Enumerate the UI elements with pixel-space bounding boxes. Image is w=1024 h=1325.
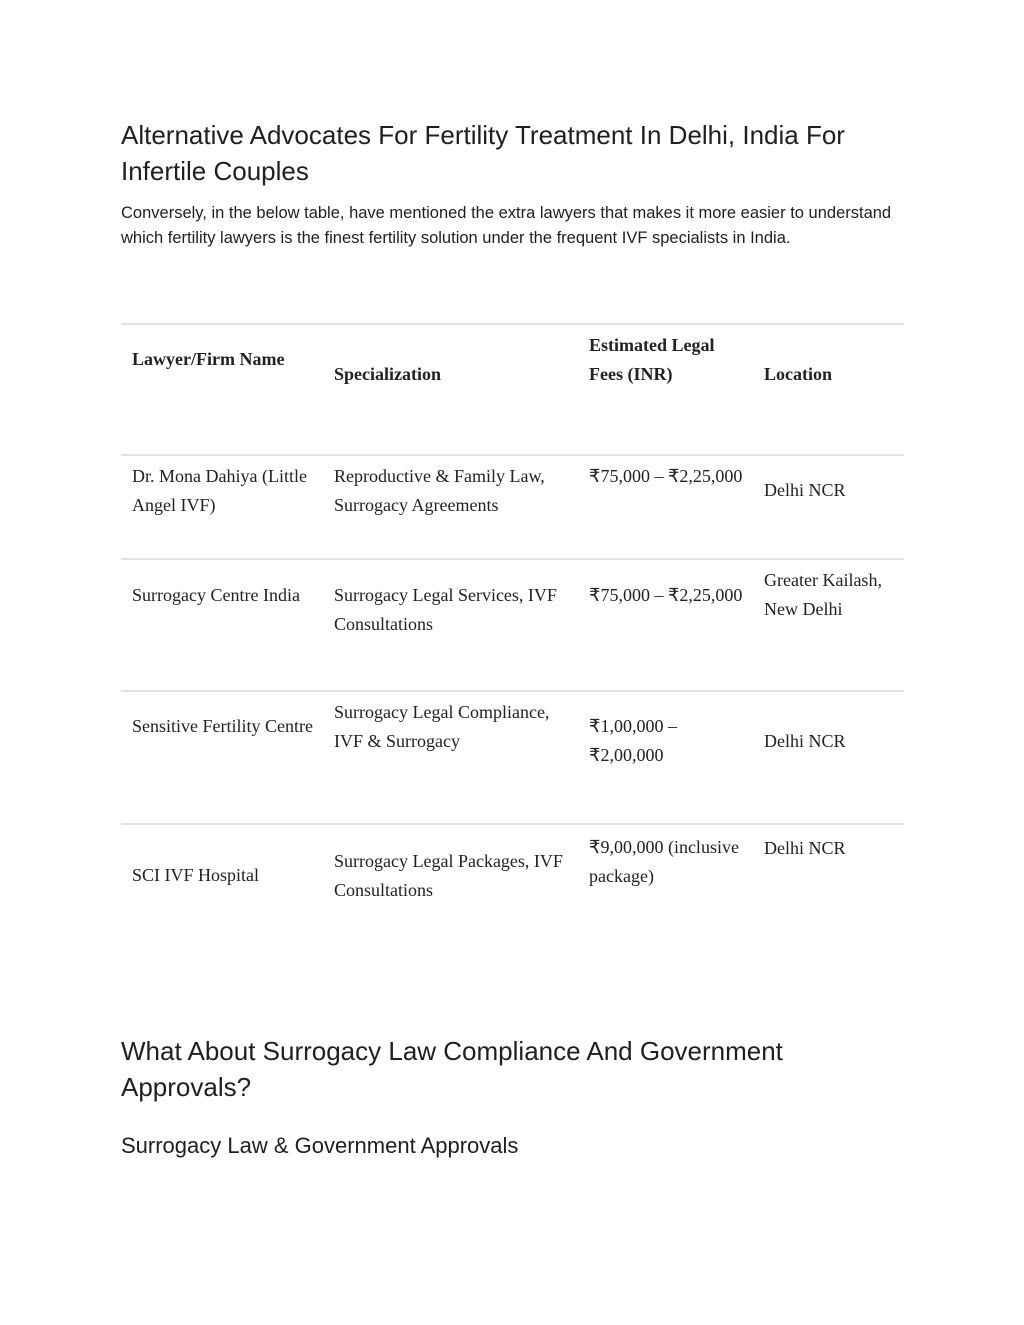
lawyers-table xyxy=(121,323,904,928)
header-lawyer-firm-name: Lawyer/Firm Name xyxy=(132,349,285,369)
header-estimated-legal-fees: Estimated Legal Fees (INR) xyxy=(589,335,715,384)
cell-location: Delhi NCR xyxy=(764,480,846,500)
cell-legal-fees: ₹75,000 – ₹2,25,000 xyxy=(589,466,743,486)
cell-lawyer-name: Surrogacy Centre India xyxy=(132,585,300,605)
intro-paragraph: Conversely, in the below table, have mentioned the extra lawyers that makes it more easier to understand which fertility lawyers is the finest fertility solution under the frequent IVF specialists in India. xyxy=(121,204,892,247)
cell-lawyer-name: Sensitive Fertility Centre xyxy=(132,716,313,736)
cell-legal-fees: ₹75,000 – ₹2,25,000 xyxy=(589,585,743,605)
cell-specialization: Surrogacy Legal Compliance, IVF & Surrogacy xyxy=(334,702,550,751)
table-row xyxy=(121,824,904,928)
cell-location: Delhi NCR xyxy=(764,731,846,751)
cell-specialization: Surrogacy Legal Services, IVF Consultations xyxy=(334,585,557,634)
subheading-surrogacy-law-approvals: Surrogacy Law & Government Approvals xyxy=(121,1133,519,1158)
cell-lawyer-name: Dr. Mona Dahiya (Little Angel IVF) xyxy=(132,466,307,515)
cell-lawyer-name: SCI IVF Hospital xyxy=(132,865,260,885)
cell-legal-fees: ₹9,00,000 (inclusive package) xyxy=(589,837,739,886)
cell-location: Greater Kailash, New Delhi xyxy=(764,570,882,619)
table-row xyxy=(121,559,904,691)
section-heading-alternative-advocates: Alternative Advocates For Fertility Treatment In Delhi, India For Infertile Couples xyxy=(121,120,845,186)
section-heading-surrogacy-law-compliance: What About Surrogacy Law Compliance And Government Approvals? xyxy=(121,1036,783,1102)
cell-specialization: Surrogacy Legal Packages, IVF Consultations xyxy=(334,851,563,900)
cell-specialization: Reproductive & Family Law, Surrogacy Agreements xyxy=(334,466,545,515)
cell-location: Delhi NCR xyxy=(764,838,846,858)
header-specialization: Specialization xyxy=(334,364,441,384)
header-location: Location xyxy=(764,364,833,384)
cell-legal-fees: ₹1,00,000 – ₹2,00,000 xyxy=(589,716,677,765)
table-row xyxy=(121,691,904,824)
table-header-row xyxy=(121,324,904,455)
table-row xyxy=(121,455,904,559)
